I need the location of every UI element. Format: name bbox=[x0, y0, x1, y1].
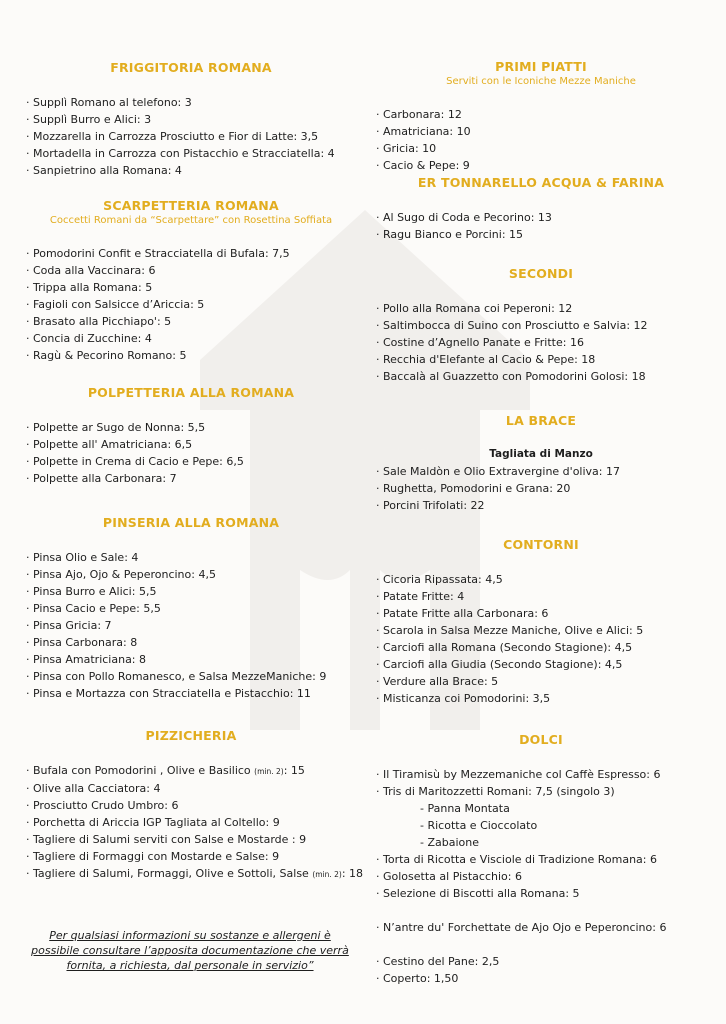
section-title: FRIGGITORIA ROMANA bbox=[110, 60, 272, 75]
menu-item-text: · Golosetta al Pistacchio: 6 bbox=[376, 870, 522, 883]
menu-item bbox=[376, 351, 706, 368]
menu-item bbox=[26, 549, 356, 566]
menu-item bbox=[376, 622, 706, 639]
menu-item bbox=[376, 673, 706, 690]
menu-item-note: (min. 2) bbox=[312, 870, 342, 879]
menu-item bbox=[26, 111, 356, 128]
menu-item-text: · Brasato alla Picchiapo': 5 bbox=[26, 315, 172, 328]
menu-item-list bbox=[26, 762, 364, 883]
menu-item-text: · Tagliere di Formaggi con Mostarde e Salse: 9 bbox=[26, 850, 280, 863]
menu-item-list bbox=[26, 245, 356, 364]
menu-item-list bbox=[26, 549, 356, 702]
menu-item-text: · Il Tiramisù by Mezzemaniche col Caffè Espresso: 6 bbox=[376, 768, 661, 781]
menu-item-text: · Polpette ar Sugo de Nonna: 5,5 bbox=[26, 421, 206, 434]
menu-item-text: · Pinsa e Mortazza con Stracciatella e Pistacchio: 11 bbox=[26, 687, 311, 700]
menu-item-list bbox=[376, 766, 706, 987]
menu-item-text: · Supplì Burro e Alici: 3 bbox=[26, 113, 152, 126]
menu-item-text: · Porchetta di Ariccia IGP Tagliata al Coltello: 9 bbox=[26, 816, 280, 829]
menu-item-text: · Tagliere di Salumi serviti con Salse e Mostarde : 9 bbox=[26, 833, 307, 846]
menu-item bbox=[26, 762, 356, 780]
menu-item-text: · Concia di Zucchine: 4 bbox=[26, 332, 152, 345]
menu-item bbox=[376, 817, 706, 834]
allergen-note: Per qualsiasi informazioni su sostanze e allergeni è possibile consultare l’apposita documentazione che verrà fornita, a richiesta, dal personale in servizio” bbox=[31, 929, 349, 972]
menu-item bbox=[26, 831, 356, 848]
menu-item-text: · Ragu Bianco e Porcini: 15 bbox=[376, 228, 524, 241]
menu-item-text: · Tagliere di Salumi, Formaggi, Olive e Sottoli, Salse bbox=[26, 867, 313, 880]
menu-item-text: - Ricotta e Cioccolato bbox=[420, 819, 538, 832]
menu-item bbox=[26, 162, 356, 179]
menu-item bbox=[376, 800, 706, 817]
menu-item-text: · Pinsa Gricia: 7 bbox=[26, 619, 112, 632]
menu-item bbox=[26, 600, 356, 617]
section-title: ER TONNARELLO ACQUA & FARINA bbox=[417, 175, 665, 190]
menu-item-text: · Costine d’Agnello Panate e Fritte: 16 bbox=[376, 336, 584, 349]
menu-item bbox=[26, 262, 356, 279]
section-title: PRIMI PIATTI bbox=[495, 59, 587, 74]
menu-item-text: · Saltimbocca di Suino con Prosciutto e Salvia: 12 bbox=[376, 319, 648, 332]
menu-item-text: · Carciofi alla Giudia (Secondo Stagione): 4,5 bbox=[376, 658, 623, 671]
menu-section-primi bbox=[376, 59, 706, 174]
menu-item bbox=[376, 885, 706, 902]
menu-item-text: · Polpette all' Amatriciana: 6,5 bbox=[26, 438, 193, 451]
menu-item-text: · Supplì Romano al telefono: 3 bbox=[26, 96, 192, 109]
menu-item bbox=[26, 814, 356, 831]
menu-item-text: · Mortadella in Carrozza con Pistacchio e Stracciatella: 4 bbox=[26, 147, 335, 160]
menu-item-list bbox=[26, 419, 356, 487]
menu-item bbox=[26, 330, 356, 347]
menu-item bbox=[26, 94, 356, 111]
menu-section-pizzicheria bbox=[26, 728, 364, 883]
menu-item-price: : 18 bbox=[341, 867, 364, 880]
menu-item bbox=[26, 470, 356, 487]
menu-item-text: · Cestino del Pane: 2,5 bbox=[376, 955, 500, 968]
menu-item-text: · Polpette alla Carbonara: 7 bbox=[26, 472, 177, 485]
menu-item-text: · Pinsa Burro e Alici: 5,5 bbox=[26, 585, 157, 598]
menu-item bbox=[26, 865, 364, 883]
menu-item bbox=[376, 317, 706, 334]
menu-item-text: · Torta di Ricotta e Visciole di Tradizione Romana: 6 bbox=[376, 853, 657, 866]
menu-section-contorni bbox=[376, 537, 706, 707]
menu-item-text: · Rughetta, Pomodorini e Grana: 20 bbox=[376, 482, 571, 495]
menu-item-text: · Cacio & Pepe: 9 bbox=[376, 159, 470, 172]
menu-item-text: · Carciofi alla Romana (Secondo Stagione): 4,5 bbox=[376, 641, 633, 654]
menu-item-text: · Pomodorini Confit e Stracciatella di Bufala: 7,5 bbox=[26, 247, 290, 260]
menu-item-text: · Pinsa Amatriciana: 8 bbox=[26, 653, 147, 666]
menu-item-list bbox=[376, 463, 706, 514]
menu-item bbox=[26, 566, 356, 583]
menu-item-text: · Amatriciana: 10 bbox=[376, 125, 471, 138]
menu-item-list bbox=[376, 106, 706, 174]
menu-item-text: · Pinsa Carbonara: 8 bbox=[26, 636, 138, 649]
menu-item-text: - Zabaione bbox=[420, 836, 479, 849]
menu-item-list bbox=[376, 571, 706, 707]
menu-item bbox=[376, 157, 706, 174]
menu-section-tonnarello bbox=[376, 175, 706, 243]
menu-item bbox=[26, 668, 356, 685]
menu-item bbox=[376, 368, 706, 385]
menu-item-text: · Baccalà al Guazzetto con Pomodorini Golosi: 18 bbox=[376, 370, 646, 383]
section-subheading: Tagliata di Manzo bbox=[489, 448, 593, 460]
menu-item-text: · Mozzarella in Carrozza Prosciutto e Fior di Latte: 3,5 bbox=[26, 130, 319, 143]
menu-item-text: · Pinsa Olio e Sale: 4 bbox=[26, 551, 139, 564]
section-title: SECONDI bbox=[508, 266, 574, 281]
menu-item-list bbox=[376, 209, 706, 243]
menu-item-note: (min. 2) bbox=[254, 767, 284, 776]
menu-item bbox=[26, 296, 356, 313]
section-title: PIZZICHERIA bbox=[145, 728, 237, 743]
menu-item-text: · Coda alla Vaccinara: 6 bbox=[26, 264, 156, 277]
menu-item-text: · Polpette in Crema di Cacio e Pepe: 6,5 bbox=[26, 455, 244, 468]
menu-item bbox=[26, 245, 356, 262]
menu-item bbox=[26, 617, 356, 634]
menu-item bbox=[376, 480, 706, 497]
menu-item bbox=[26, 583, 356, 600]
menu-item bbox=[376, 919, 706, 936]
menu-item bbox=[26, 685, 356, 702]
menu-item-text: · Verdure alla Brace: 5 bbox=[376, 675, 499, 688]
section-title: POLPETTERIA ALLA ROMANA bbox=[87, 385, 295, 400]
menu-item-text: · Selezione di Biscotti alla Romana: 5 bbox=[376, 887, 580, 900]
menu-section-brace bbox=[376, 413, 706, 514]
menu-item-text: · Trippa alla Romana: 5 bbox=[26, 281, 153, 294]
section-title: LA BRACE bbox=[505, 413, 577, 428]
menu-item-text: · Recchia d'Elefante al Cacio & Pepe: 18 bbox=[376, 353, 596, 366]
menu-item bbox=[376, 868, 706, 885]
menu-item-text: - Panna Montata bbox=[420, 802, 510, 815]
menu-item bbox=[376, 140, 706, 157]
menu-section-pinseria bbox=[26, 515, 356, 702]
menu-item-text: · Al Sugo di Coda e Pecorino: 13 bbox=[376, 211, 552, 224]
menu-item bbox=[26, 453, 356, 470]
menu-item-text: · Gricia: 10 bbox=[376, 142, 437, 155]
menu-item bbox=[376, 300, 706, 317]
menu-item bbox=[26, 347, 356, 364]
menu-item bbox=[26, 848, 356, 865]
menu-item bbox=[376, 226, 706, 243]
menu-item bbox=[376, 851, 706, 868]
section-title: PINSERIA ALLA ROMANA bbox=[102, 515, 280, 530]
menu-item bbox=[26, 651, 356, 668]
menu-item bbox=[26, 634, 356, 651]
menu-item-list bbox=[376, 300, 706, 385]
menu-item bbox=[26, 313, 356, 330]
menu-item-text: · Olive alla Cacciatora: 4 bbox=[26, 782, 161, 795]
menu-item bbox=[376, 497, 706, 514]
menu-item-text: · Cicoria Ripassata: 4,5 bbox=[376, 573, 503, 586]
menu-item-list bbox=[26, 94, 356, 179]
menu-item bbox=[26, 436, 356, 453]
menu-item-text: · N’antre du' Forchettate de Ajo Ojo e Peperoncino: 6 bbox=[376, 921, 667, 934]
menu-item bbox=[376, 209, 706, 226]
menu-item-text: · Sanpietrino alla Romana: 4 bbox=[26, 164, 182, 177]
menu-section-friggitoria bbox=[26, 60, 356, 179]
menu-item bbox=[376, 783, 706, 800]
menu-item-text: · Ragù & Pecorino Romano: 5 bbox=[26, 349, 187, 362]
menu-item bbox=[376, 334, 706, 351]
menu-item-text: · Pinsa con Pollo Romanesco, e Salsa MezzeManiche: 9 bbox=[26, 670, 327, 683]
menu-item bbox=[376, 106, 706, 123]
menu-item-text: · Bufala con Pomodorini , Olive e Basilico bbox=[26, 764, 255, 777]
menu-item bbox=[26, 145, 356, 162]
menu-item-text: · Pollo alla Romana coi Peperoni: 12 bbox=[376, 302, 573, 315]
menu-item bbox=[376, 588, 706, 605]
menu-section-secondi bbox=[376, 266, 706, 385]
menu-item-text: · Pinsa Cacio e Pepe: 5,5 bbox=[26, 602, 161, 615]
menu-item bbox=[376, 690, 706, 707]
menu-item-text: · Sale Maldòn e Olio Extravergine d'oliva: 17 bbox=[376, 465, 620, 478]
menu-item-text: · Carbonara: 12 bbox=[376, 108, 462, 121]
menu-item bbox=[376, 656, 706, 673]
section-title: SCARPETTERIA ROMANA bbox=[103, 198, 279, 213]
section-subtitle: Serviti con le Iconiche Mezze Maniche bbox=[446, 76, 636, 87]
menu-item-price: : 15 bbox=[283, 764, 305, 777]
menu-item-text: · Misticanza coi Pomodorini: 3,5 bbox=[376, 692, 551, 705]
menu-item bbox=[376, 463, 706, 480]
menu-item bbox=[26, 780, 356, 797]
menu-item-text: · Patate Fritte: 4 bbox=[376, 590, 465, 603]
menu-item bbox=[26, 128, 356, 145]
menu-section-scarpetteria bbox=[26, 198, 356, 364]
menu-item-text: · Porcini Trifolati: 22 bbox=[376, 499, 485, 512]
menu-item-text: · Scarola in Salsa Mezze Maniche, Olive e Alici: 5 bbox=[376, 624, 644, 637]
menu-item bbox=[26, 279, 356, 296]
menu-item bbox=[376, 123, 706, 140]
menu-item bbox=[376, 639, 706, 656]
menu-item bbox=[376, 605, 706, 622]
menu-item-text: · Patate Fritte alla Carbonara: 6 bbox=[376, 607, 549, 620]
menu-section-polpetteria bbox=[26, 385, 356, 487]
menu-section-dolci bbox=[376, 732, 706, 987]
menu-item bbox=[376, 953, 706, 970]
menu-item-text: · Tris di Maritozzetti Romani: 7,5 (singolo 3) bbox=[376, 785, 615, 798]
menu-item bbox=[376, 834, 706, 851]
menu-item bbox=[376, 571, 706, 588]
menu-item bbox=[26, 419, 356, 436]
section-title: CONTORNI bbox=[503, 537, 579, 552]
section-subtitle: Coccetti Romani da “Scarpettare” con Rosettina Soffiata bbox=[49, 215, 333, 226]
menu-item bbox=[376, 970, 706, 987]
menu-item bbox=[376, 766, 706, 783]
menu-item-text: · Fagioli con Salsicce d’Ariccia: 5 bbox=[26, 298, 205, 311]
section-title: DOLCI bbox=[519, 732, 563, 747]
menu-item-text: · Prosciutto Crudo Umbro: 6 bbox=[26, 799, 179, 812]
menu-item-text: · Coperto: 1,50 bbox=[376, 972, 459, 985]
menu-item-text: · Pinsa Ajo, Ojo & Peperoncino: 4,5 bbox=[26, 568, 216, 581]
menu-item bbox=[26, 797, 356, 814]
